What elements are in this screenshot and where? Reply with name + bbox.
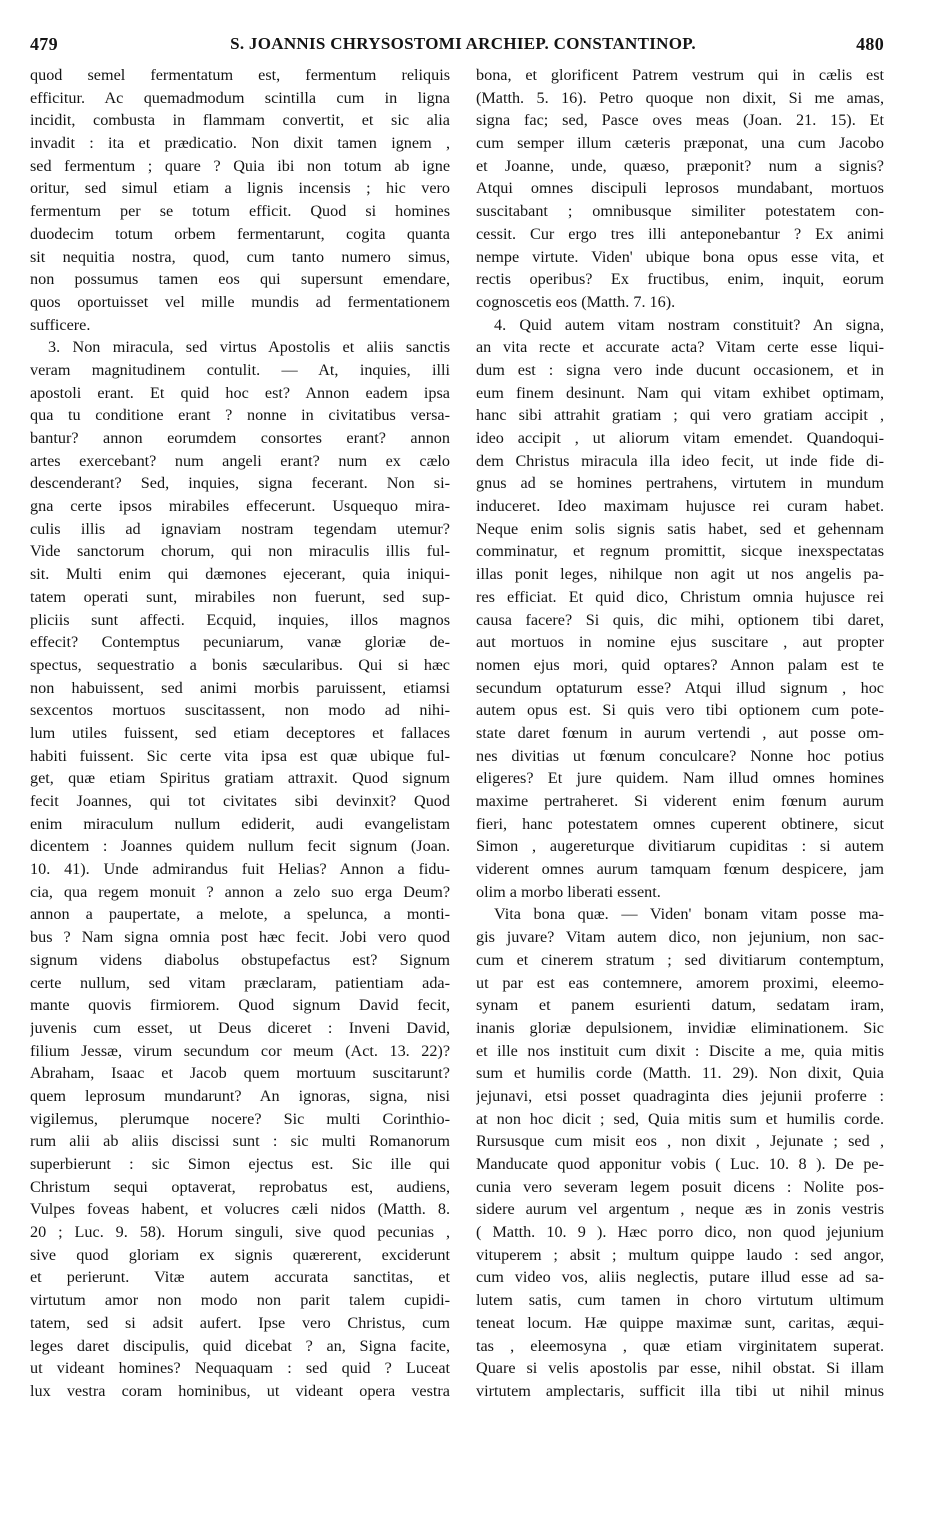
text-line: comminatur, et regnum promittit, sicque inexspectatas [476,542,884,561]
text-line: descenderant? Sed, inquies, signa fecerant. Non si- [30,474,450,493]
text-line: sed fermentum ; quare ? Quia ibi non totum ab igne [30,156,450,175]
text-line: cum video vos, aliis neglectis, putare illud esse ad sa- [476,1268,884,1287]
text-line: get, quæ etiam Spiritus gratiam attraxit. Quod signum [30,769,450,788]
text-line: sexcentos mortuos suscitassent, non modo ad nihi- [30,701,450,720]
text-line: 3. Non miracula, sed virtus Apostolis et aliis sanctis [48,338,450,357]
text-line: gnus ad se homines pertrahens, virtutem in mundum [476,474,884,493]
text-line: sufficere. [30,315,91,334]
text-line: filium Jessæ, virum secundum cor meum (Act. 13. 22)? [30,1041,450,1060]
text-line: cunia vero severam legem posuit dicens : Nolite pos- [476,1177,884,1196]
text-line: Manducate quod apponitur vobis ( Luc. 10. 8 ). De pe- [476,1155,884,1173]
text-line: ( Matth. 10. 9 ). Hæc porro dico, non quod jejunium [476,1223,884,1242]
text-line: quod semel fermentatum est, fermentum reliquis [30,66,450,84]
text-line: suscitabant ; omnibusque similiter potestatem con- [476,202,884,221]
text-line: 4. Quid autem vitam nostram constituit? An signa, [494,315,884,334]
left-page-number: 479 [30,34,58,54]
text-line: duodecim totum orbem fermentarunt, cogita quanta [30,224,450,243]
text-line: cognoscetis eos (Matth. 7. 16). [476,292,676,311]
text-line: et Joanne, unde, quæso, præponit? num a signis? [476,156,884,175]
text-line: tas , eleemosyna , quæ etiam virginitatem superat. [476,1336,884,1355]
text-line: pliciis sunt affecti. Ecquid, inquies, illos magnos [30,610,450,629]
text-line: Vide sanctorum chorum, qui non miraculis illis ful- [30,542,450,561]
text-line: dum est : signa vero inde ducunt occasionem, et in [476,360,884,379]
text-line: culis illis ad ignaviam nostram tegendam utemur? [30,519,450,538]
text-line: sive quod gloriam ex signis quærerent, exciderunt [30,1245,450,1264]
text-line: oritur, sed simul etiam a lignis incensis ; hic vero [30,179,450,198]
right-text-column [476,64,884,1403]
text-line: an vita recte et accurate acta? Vitam certe esse liqui- [476,338,884,357]
text-line: state daret fœnum in aurum vertendi , aut posse om- [476,723,884,742]
text-line: Atqui omnes discipuli leprosos mundabant, mortuos [476,179,884,198]
text-line: nomen ejus mori, quid optares? Annon palam est te [476,655,884,674]
text-line: lutem satis, cum tamen in choro virtutum ultimum [476,1291,884,1310]
text-line: cum et cinerem stratum ; sed divitiarum contemptum, [476,950,884,969]
text-line: secundum optaturum esse? Atqui illud signum , hoc [476,678,884,697]
text-line: eligeres? Et jure quidem. Nam illud omnes homines [476,769,884,788]
text-line: inanis gloriæ depulsionem, invidiæ eliminationem. Sic [476,1018,884,1037]
text-line: 20 ; Luc. 9. 58). Horum singuli, sive quod pecunias , [30,1223,450,1242]
text-line: cia, qua regem monuit ? annon a zelo suo erga Deum? [30,882,450,901]
text-line: apostoli erant. Et quid hoc est? Annon eadem ipsa [30,383,450,402]
text-line: causa facere? Si quis, dic mihi, optionem tibi daret, [476,610,884,629]
text-line: viderent omnes aurum tamquam fœnum despicere, jam [476,860,884,879]
text-line: Rursusque cum misit eos , non dixit , Jejunate ; sed , [476,1132,884,1151]
left-text-column [30,64,450,1403]
text-line: dicentem : Joannes quidem nullum fecit signum (Joan. [30,837,450,856]
text-line: jejunavi, etsi posset quadraginta dies jejunii proferre : [476,1086,884,1105]
text-line: non possumus tamen eos qui supersunt emendare, [30,270,450,289]
text-line: incidit, combusta in flammam convertit, et sic alia [30,111,450,130]
text-line: Abraham, Isaac et Jacob quem mortuum suscitarunt? [30,1064,450,1083]
text-line: non habuissent, sed animi morbis paruissent, etiamsi [30,678,450,697]
text-line: rectis operibus? Ex fructibus, enim, inquit, eorum [476,270,884,289]
text-line: signa fac; sed, Pasce oves meas (Joan. 21. 15). Et [476,111,884,130]
text-line: Vulpes foveas habent, et volucres cæli nidos (Matth. 8. [30,1200,450,1219]
text-line: aut mortuos in nomine ejus suscitare , aut propter [476,633,884,652]
text-line: sidere aurum vel argentum , neque æs in zonis vestris [476,1200,884,1219]
text-line: fermentum per se totum efficit. Quod si homines [30,202,450,221]
text-line: sit. Multi enim qui dæmones ejecerant, quia iniqui- [30,565,450,584]
text-line: habiti fuissent. Sic certe vita ipsa est quæ ubique ful- [30,746,450,765]
text-line: synam et panem esurienti datum, sedatam iram, [476,996,884,1015]
text-line: certe nullum, sed vitam præclaram, patientiam ada- [30,973,450,992]
text-line: sit nequitia nostra, quod, cum tanto numero simus, [30,247,450,266]
right-page-number: 480 [856,34,884,54]
text-line: lum utiles fuissent, sed etiam deceptores et fallaces [30,723,450,742]
text-line: Quare si velis apostolis par esse, nihil obstat. Si illam [476,1359,884,1378]
text-line: bona, et glorificent Patrem vestrum qui in cælis est [476,66,884,84]
text-line: fieri, hanc potestatem omnes cuperent obtinere, sicut [476,814,884,833]
text-line: gis juvare? Vitam autem dico, non jejunium, non sac- [476,928,884,947]
text-line: hanc sibi attrahit gratiam ; qui vero gratiam accipit , [476,406,884,425]
text-line: at non hoc dicit ; sed, Quia mitis sum et humilis corde. [476,1109,884,1128]
text-line: signum videns diabolus obstupefactus est? Signum [30,950,450,969]
text-line: fecit Joannes, qui tot civitates sibi devinxit? Quod [30,792,450,810]
text-line: effecit? Contemptus pecuniarum, vanæ gloriæ de- [30,633,450,652]
text-line: leges daret discipulis, quid dicebat ? an, Signa facite, [30,1336,450,1355]
text-line: annon a paupertate, a melote, a spelunca, a monti- [30,905,450,924]
text-line: virtutum amor non modo non parit talem cupidi- [30,1291,450,1310]
text-line: qua tu conditione erant ? nonne in civitatibus versa- [30,406,450,425]
text-line: maxime pertraheret. Si viderent enim fœnum aurum [476,792,884,810]
text-line: enim miraculum nullum ediderit, audi evangelistam [30,814,450,833]
text-line: nempe virtute. Viden' ubique bona opus esse vita, et [476,247,884,266]
text-line: dem Christus miracula illa ideo fecit, ut inde fide di- [476,451,884,470]
text-line: bantur? annon eorumdem consortes erant? annon [30,429,450,447]
text-line: Neque enim solis signis satis habet, sed et gehennam [476,519,884,538]
text-line: ideo accipit , ut aliorum vitam emendet. Quandoqui- [476,429,884,447]
text-line: teneat locum. Hæ quippe maximæ sunt, caritas, æqui- [476,1313,884,1332]
text-line: superbierunt : sic Simon ejectus est. Sic ille qui [30,1155,450,1173]
text-line: quos oportuisset vel mille mundis ad fermentationem [30,292,450,311]
text-line: vigilemus, plerumque nocere? Sic multi Corinthio- [30,1109,450,1128]
text-line: vituperem ; absit ; multum quippe laudo : sed angor, [476,1245,884,1264]
text-line: et perierunt. Vitæ autem accurata sanctitas, et [30,1268,450,1287]
text-line: Christum sequi optaverat, reprobatus est, audiens, [30,1177,450,1196]
text-line: juvenis cum esset, ut Deus diceret : Inveni David, [30,1018,450,1037]
text-line: res efficiat. Et quid dico, Christum omnia hujusce rei [476,587,884,606]
text-line: (Matth. 5. 16). Petro quoque non dixit, Si me amas, [476,88,884,107]
text-line: ut par est eas contemnere, amorem proximi, eleemo- [476,973,884,992]
text-line: 10. 41). Unde admirandus fuit Helias? Annon a fidu- [30,860,450,879]
text-line: sum et humilis corde (Matth. 11. 29). Non dixit, Quia [476,1064,884,1083]
text-line: virtutem amplectaris, sufficit illa tibi ut nihil minus [476,1381,884,1400]
text-line: cessit. Cur ergo tres illi anteponebantur ? Ex animi [476,224,884,243]
text-line: tatem, sed si adsit aufert. Ipse vero Christus, cum [30,1313,450,1332]
text-line: Simon , augereturque divitiarum cupiditas : si autem [476,837,884,856]
text-line: eum finem desinunt. Nam qui vitam exhibet optimam, [476,383,884,402]
text-line: rum alii ab aliis discissi sunt : sic multi Romanorum [30,1132,450,1151]
text-line: spectus, sequestratio a bonis sæcularibus. Qui si hæc [30,655,450,674]
text-line: cum semper illum cæteris præponat, una cum Jacobo [476,134,884,153]
text-line: gna certe ipsos mirabiles effecerunt. Usquequo mira- [30,497,450,516]
text-line: quem leprosum mundarunt? An ignoras, signa, nisi [30,1086,450,1105]
text-line: ut videant homines? Nequaquam : sed quid ? Luceat [30,1359,450,1378]
text-line: tatem operati sunt, mirabiles non fuerunt, sed sup- [30,587,450,606]
text-line: lux vestra coram hominibus, ut videant opera vestra [30,1381,450,1400]
text-line: veram magnitudinem contulit. — At, inquies, illi [30,360,450,379]
text-line: artes exercebant? num angeli erant? num ex cælo [30,451,450,470]
text-line: nes divitias ut fœnum conculcare? Nonne hoc potius [476,746,884,765]
text-line: Vita bona quæ. — Viden' bonam vitam posse ma- [494,905,884,924]
text-line: illas ponit leges, nihilque non agit ut nos angelis pa- [476,565,884,584]
text-line: induceret. Ideo maximam hujusce rei curam habet. [476,497,884,516]
text-line: et ille nos instituit cum dixit : Discite a me, quia mitis [476,1041,884,1060]
text-line: invadit : ita et prædicatio. Non dixit tamen ignem , [30,134,450,153]
running-title: S. JOANNIS CHRYSOSTOMI ARCHIEP. CONSTANTINOP. [230,34,696,53]
text-line: autem opus est. Si quis vero tibi optionem cum pote- [476,701,884,720]
text-line: mante quovis firmiorem. Quod signum David fecit, [30,996,450,1015]
text-line: bus ? Nam signa omnia post hæc fecit. Jobi vero quod [30,928,450,947]
text-line: efficitur. Ac quemadmodum scintilla cum in ligna [30,88,450,107]
text-line: olim a morbo liberati essent. [476,882,661,901]
